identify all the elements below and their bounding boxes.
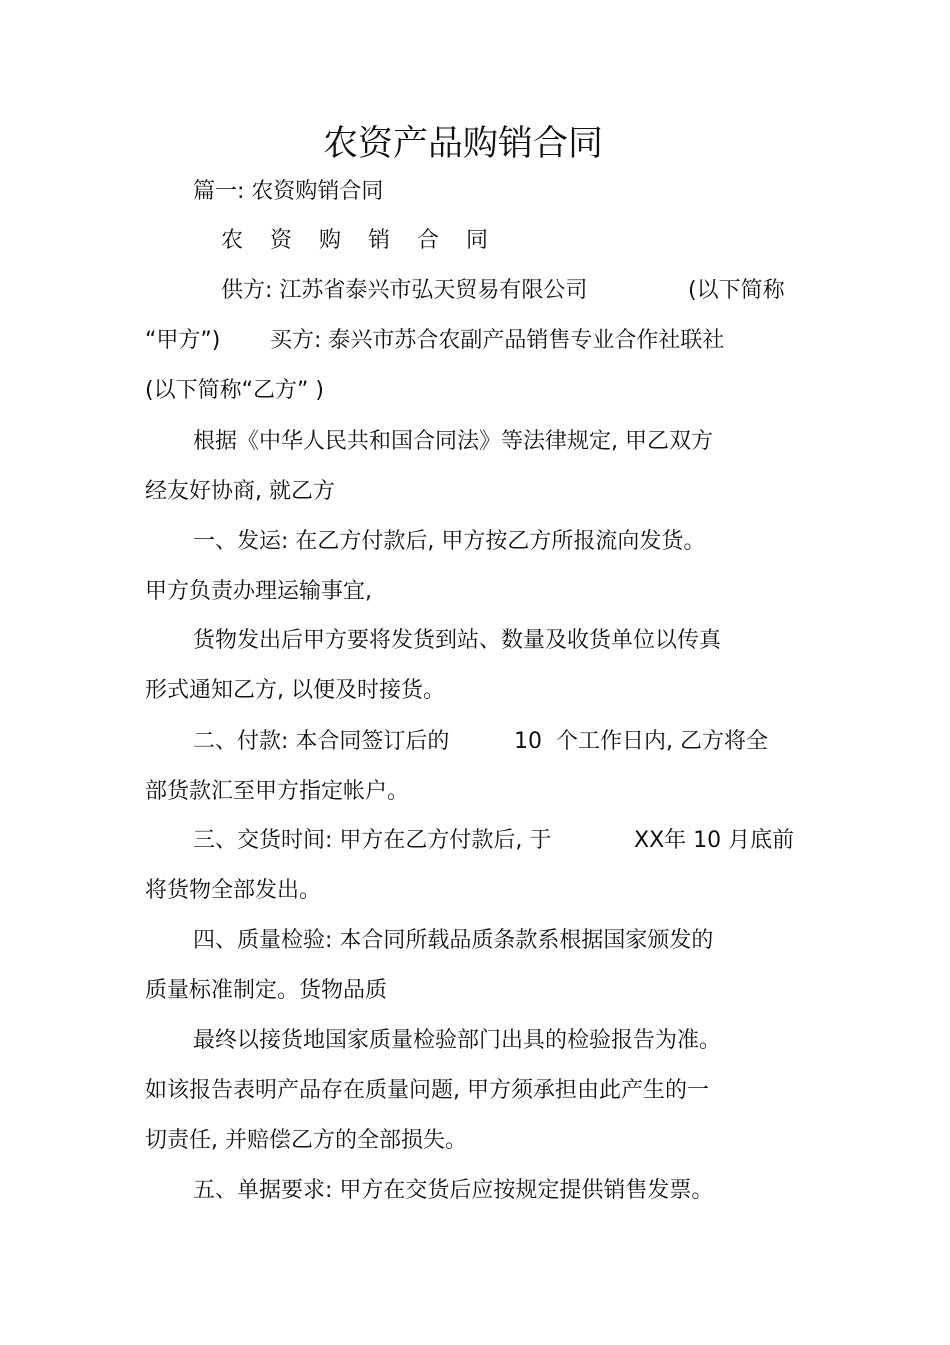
jia-alias: “甲方”) [145,328,221,353]
payment-cont: 部货款汇至甲方指定帐户。 [145,779,410,804]
section-heading: 篇一: 农资购销合同 [193,179,384,204]
sub-title: 农 资 购 销 合 同 [221,228,498,253]
supplier-label: 供方: 江苏省泰兴市弘天贸易有限公司 [221,278,588,303]
paragraph-line: 四、质量检验: 本合同所载品质条款系根据国家颁发的 [193,928,714,953]
paragraph-line: 五、单据要求: 甲方在交货后应按规定提供销售发票。 [193,1178,714,1203]
supplier-note: (以下简称 [688,278,785,303]
delivery-prefix: 三、交货时间: 甲方在乙方付款后, 于 [193,828,552,853]
paragraph-line: 切责任, 并赔偿乙方的全部损失。 [145,1128,467,1153]
paragraph-line: 甲方负责办理运输事宜, [145,579,372,604]
payment-prefix: 二、付款: 本合同签订后的 [193,729,450,754]
paragraph-line: 根据《中华人民共和国合同法》等法律规定, 甲乙双方 [193,429,713,454]
buyer-label: 买方: 泰兴市苏合农副产品销售专业合作社联社 [270,328,725,353]
buyer-note: (以下简称“乙方” ) [145,378,324,403]
paragraph-line: 质量标准制定。货物品质 [145,978,388,1003]
paragraph-line: 形式通知乙方, 以便及时接货。 [145,678,445,703]
payment-suffix: 个工作日内, 乙方将全 [556,729,768,754]
paragraph-line: 经友好协商, 就乙方 [145,479,335,504]
payment-days: 10 [514,729,542,754]
paragraph-line: 一、发运: 在乙方付款后, 甲方按乙方所报流向发货。 [193,529,706,554]
delivery-cont: 将货物全部发出。 [145,878,322,903]
paragraph-line: 最终以接货地国家质量检验部门出具的检验报告为准。 [193,1028,722,1053]
document-title: 农资产品购销合同 [322,124,603,164]
paragraph-line: 如该报告表明产品存在质量问题, 甲方须承担由此产生的一 [145,1078,709,1103]
paragraph-line: 货物发出后甲方要将发货到站、数量及收货单位以传真 [193,628,722,653]
delivery-date: XX年 10 月底前 [634,828,795,853]
